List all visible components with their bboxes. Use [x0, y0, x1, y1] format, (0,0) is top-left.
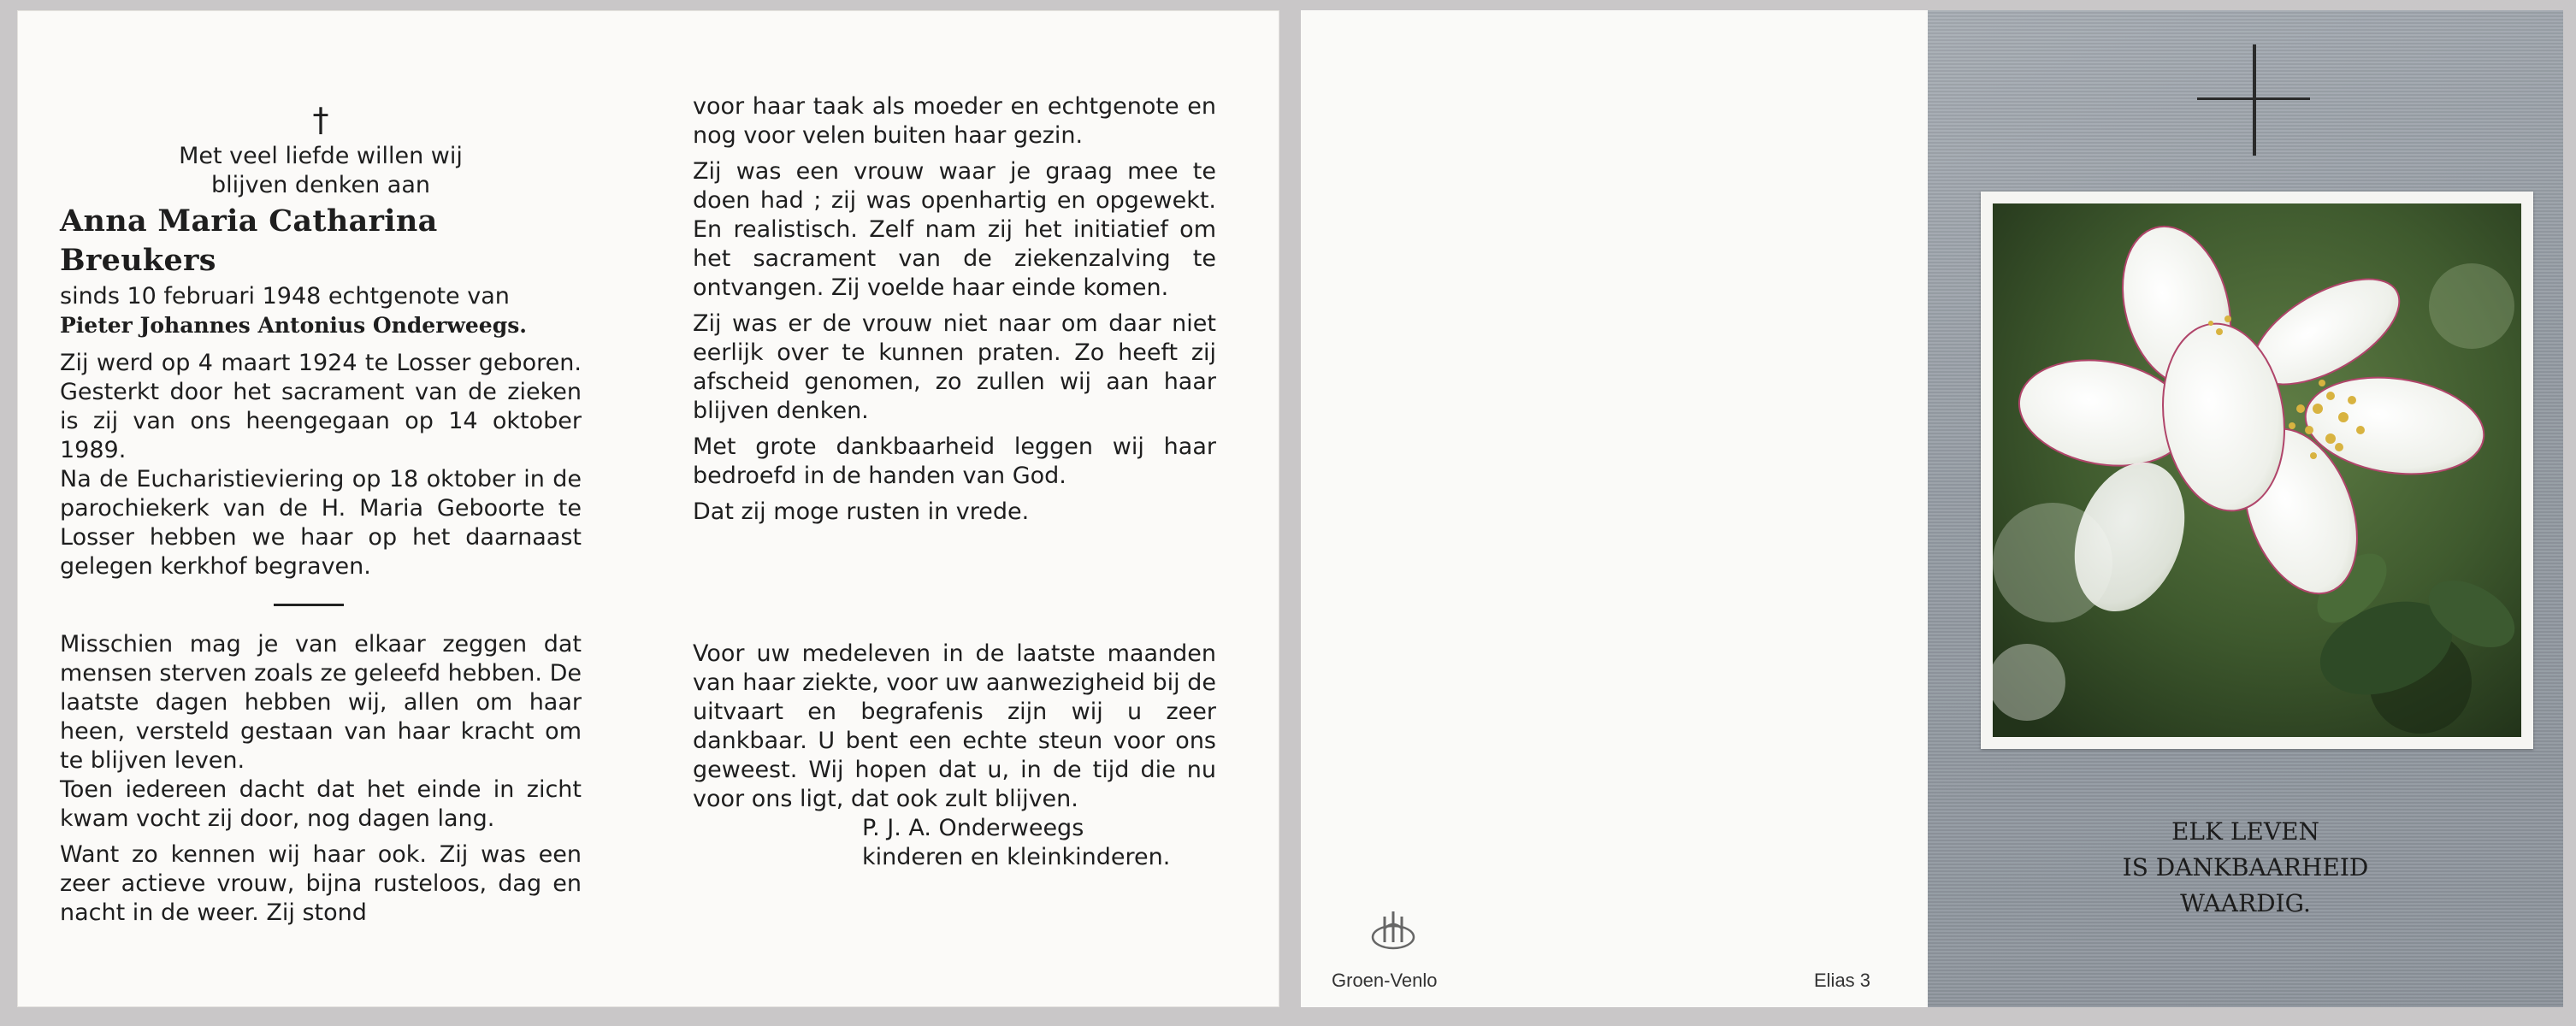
right-column [693, 94, 1216, 872]
thanks-paragraph: Voor uw medeleven in de laatste maanden van haar ziekte, voor uw aanwezigheid bij de uitvaart en begrafenis zijn wij u zeer dankbaar. U bent een echte steun voor ons geweest. Wij hopen dat u, in de tijd die nu voor ons ligt, dat ook zult blijven. [693, 640, 1216, 812]
publisher-name: Groen-Venlo [1332, 970, 1438, 991]
spouse-name: Pieter Johannes Antonius Onderweegs. [60, 313, 527, 338]
signature-name: P. J. A. Onderweegs [862, 815, 1084, 841]
intro-line-2: blijven denken aan [211, 172, 430, 198]
motto-line-2: IS DANKBAARHEID [2122, 853, 2369, 882]
character-paragraph: Want zo kennen wij haar ook. Zij was een zeer actieve vrouw, bijna rusteloos, dag en nacht in de weer. Zij stond [60, 841, 582, 926]
farewell-paragraph: Zij was er de vrouw niet naar om daar niet eerlijk over te kunnen praten. Zo heeft zij afscheid genomen, zo zullen wij aan haar blijven denken. [693, 310, 1216, 424]
divider [274, 604, 344, 606]
intro-line-1: Met veel liefde willen wij [179, 143, 463, 169]
reflection-paragraph: Misschien mag je van elkaar zeggen dat mensen sterven zoals ze geleefd hebben. De laatste dagen hebben wij, allen om haar heen, versteld gestaan van haar kracht om te blijven leven. [60, 631, 582, 774]
task-paragraph: voor haar taak als moeder en echtgenote en nog voor velen buiten haar gezin. [693, 93, 1216, 149]
inside-card [17, 10, 1279, 1007]
funeral-paragraph: Na de Eucharistieviering op 18 oktober in de parochiekerk van de H. Maria Geboorte te Losser hebben we haar op het daarnaast gelegen kerkhof begraven. [60, 466, 582, 580]
gratitude-paragraph: Met grote dankbaarheid leggen wij haar bedroefd in de handen van God. [693, 433, 1216, 489]
series-label: Elias 3 [1814, 970, 1871, 991]
motto-line-1: ELK LEVEN [2171, 817, 2320, 846]
signature-family: kinderen en kleinkinderen. [862, 844, 1171, 870]
birth-death-paragraph: Zij werd op 4 maart 1924 te Losser geboren. Gesterkt door het sacrament van de zieken is zij van ons heengegaan op 14 oktober 1989. [60, 350, 582, 463]
back-card [1301, 10, 1928, 1007]
cover-motto [1928, 814, 2563, 922]
perseverance-paragraph: Toen iedereen dacht dat het einde in zicht kwam vocht zij door, nog dagen lang. [60, 776, 582, 832]
publisher-logo-icon [1369, 906, 1417, 954]
cross-icon: † [312, 101, 329, 139]
motto-line-3: WAARDIG. [2180, 889, 2311, 917]
front-cover [1928, 10, 2563, 1007]
jasmine-flower-photo [1993, 203, 2521, 737]
flower-photo-frame [1981, 192, 2533, 749]
personality-paragraph: Zij was een vrouw waar je graag mee te doen had ; zij was openhartig en opgewekt. En realistisch. Zelf nam zij het initiatief om het sacrament van de ziekenzalving te ontvangen. Zij voelde haar einde komen. [693, 158, 1216, 301]
marriage-line: sinds 10 februari 1948 echtgenote van [60, 283, 510, 310]
left-column [60, 94, 582, 935]
deceased-name: Anna Maria Catharina Breukers [60, 203, 438, 278]
rest-in-peace-line: Dat zij moge rusten in vrede. [693, 498, 1030, 525]
